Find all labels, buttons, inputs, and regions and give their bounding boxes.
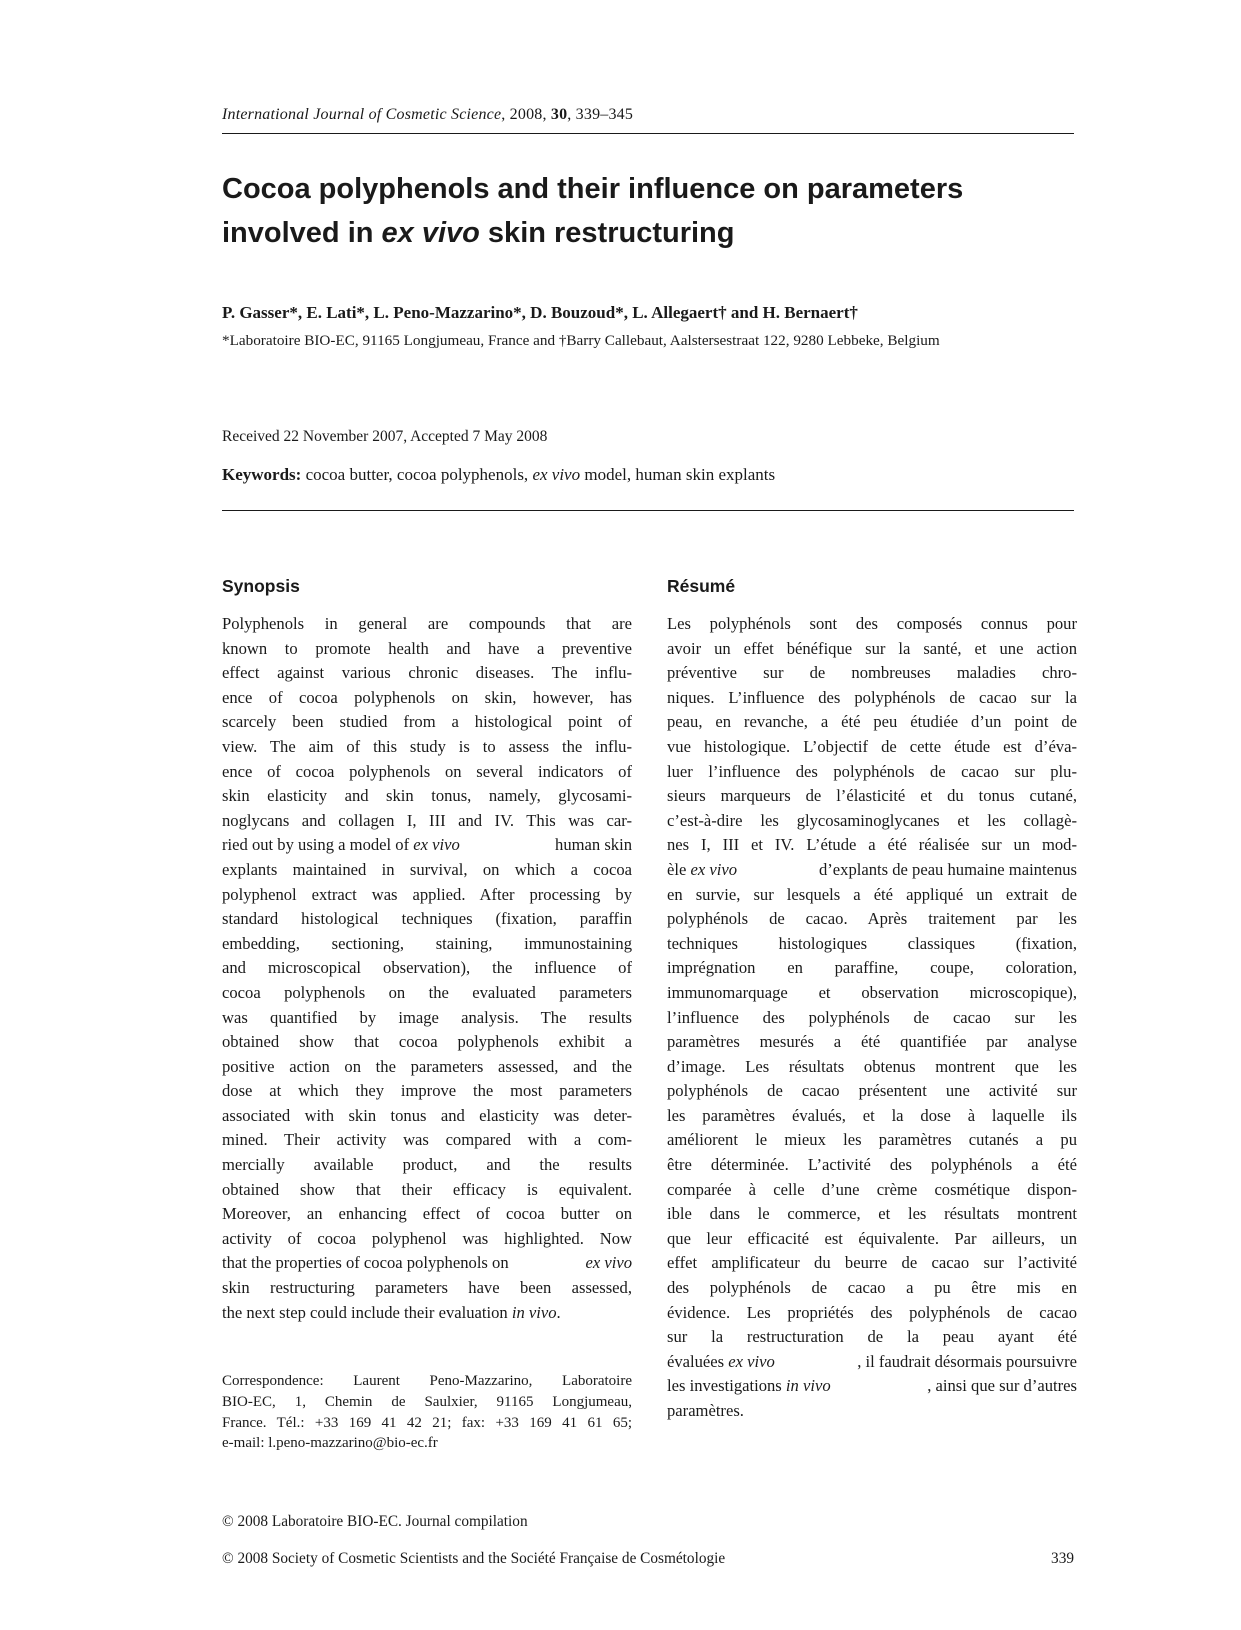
synopsis-line: effect against various chronic diseases. The influ- — [222, 663, 632, 683]
resume-line: immunomarquage et observation microscopique), — [667, 982, 1077, 1002]
resume-line: sur la restructuration de la peau ayant été — [667, 1327, 1077, 1347]
resume-line: l’influence des polyphénols de cacao sur les — [667, 1007, 1077, 1027]
resume-line-part: les investigations — [667, 1376, 786, 1396]
correspondence — [222, 1371, 632, 1454]
page-number: 339 — [1051, 1550, 1074, 1567]
resume-line — [667, 1374, 1077, 1399]
resume-line: nes I, III et IV. L’étude a été réalisée sur un mod- — [667, 835, 1077, 855]
synopsis-line: and microscopical observation), the influence of — [222, 958, 632, 978]
resume-heading: Résumé — [667, 576, 736, 596]
resume-line: évidence. Les propriétés des polyphénols de cacao — [667, 1302, 1077, 1322]
synopsis-line: skin elasticity and skin tonus, namely, glycosami- — [222, 786, 632, 806]
resume-line: peau, en revanche, a été peu étudiée d’un point de — [667, 712, 1077, 732]
synopsis-line: explants maintained in survival, on which a cocoa — [222, 859, 632, 879]
affiliation: *Laboratoire BIO-EC, 91165 Longjumeau, France and †Barry Callebaut, Aalstersestraat 122, 9280 Lebbeke, Belgium — [222, 332, 940, 349]
resume-line: des polyphénols de cacao a pu être mis en — [667, 1278, 1077, 1298]
resume-line: d’image. Les résultats obtenus montrent que les — [667, 1056, 1077, 1076]
synopsis-line-part: human skin — [555, 835, 632, 855]
synopsis-line: ence of cocoa polyphenols on several indicators of — [222, 761, 632, 781]
resume-line: préventive sur de nombreuses maladies chro- — [667, 663, 1077, 683]
synopsis-line: embedding, sectioning, staining, immunostaining — [222, 933, 632, 953]
synopsis-line: dose at which they improve the most parameters — [222, 1081, 632, 1101]
synopsis-line: obtained show that their efficacy is equivalent. — [222, 1179, 632, 1199]
title-line-2 — [222, 211, 1102, 255]
synopsis-line: was quantified by image analysis. The results — [222, 1007, 632, 1027]
resume-line: niques. L’influence des polyphénols de cacao sur la — [667, 687, 1077, 707]
synopsis-line: ence of cocoa polyphenols on skin, however, has — [222, 687, 632, 707]
correspondence-line: Correspondence: Laurent Peno-Mazzarino, Laboratoire — [222, 1373, 632, 1389]
resume-line: polyphénols de cacao. Après traitement par les — [667, 909, 1077, 929]
correspondence-line: BIO-EC, 1, Chemin de Saulxier, 91165 Longjumeau, — [222, 1393, 632, 1410]
title-line-2-post: skin restructuring — [479, 217, 735, 249]
resume-line: imprégnation en paraffine, coupe, coloration, — [667, 958, 1077, 978]
resume-line: vue histologique. L’objectif de cette étude est d’éva- — [667, 736, 1077, 756]
synopsis-line: noglycans and collagen I, III and IV. This was car- — [222, 810, 632, 830]
resume-italic: ex vivo — [690, 859, 738, 879]
synopsis-line: polyphenol extract was applied. After processing by — [222, 884, 632, 904]
resume-line: paramètres mesurés a été quantifiée par analyse — [667, 1032, 1077, 1052]
resume-line: améliorent le mieux les paramètres cutanés a pu — [667, 1130, 1077, 1150]
journal-volume: 30 — [550, 106, 568, 123]
title-line-1: Cocoa polyphenols and their influence on parameters — [222, 173, 964, 205]
synopsis-line: cocoa polyphenols on the evaluated parameters — [222, 982, 632, 1002]
resume-line: Les polyphénols sont des composés connus pour — [667, 614, 1077, 633]
correspondence-email: e-mail: l.peno-mazzarino@bio-ec.fr — [222, 1435, 438, 1452]
resume-line: comparée à celle d’une crème cosmétique dispon- — [667, 1179, 1077, 1199]
synopsis-italic: ex vivo — [413, 835, 460, 855]
footer-copyright-2: © 2008 Society of Cosmetic Scientists and the Société Française de Cosmétologie — [222, 1550, 726, 1567]
synopsis-line: mercially available product, and the results — [222, 1155, 632, 1175]
resume-line: polyphénols de cacao présentent une activité sur — [667, 1081, 1077, 1101]
synopsis-line-part: the next step could include their evaluation — [222, 1302, 512, 1322]
resume-line-part: d’explants de peau humaine maintenus — [818, 859, 1077, 879]
resume-line: techniques histologiques classiques (fixation, — [667, 933, 1077, 953]
footer-copyright-1: © 2008 Laboratoire BIO-EC. Journal compilation — [222, 1513, 528, 1530]
resume-line: c’est-à-dire les glycosaminoglycanes et les collagè- — [667, 810, 1077, 830]
synopsis-line — [222, 1251, 632, 1276]
resume-italic: in vivo — [785, 1376, 831, 1396]
synopsis-line-part: that the properties of cocoa polyphenols on — [222, 1253, 509, 1273]
synopsis-line: mined. Their activity was compared with a com- — [222, 1130, 632, 1150]
synopsis-line: obtained show that cocoa polyphenols exhibit a — [222, 1032, 632, 1052]
synopsis-body — [222, 612, 632, 1325]
resume-line: avoir un effet bénéfique sur la santé, et une action — [667, 638, 1077, 658]
resume-body — [667, 612, 1077, 1424]
correspondence-line: France. Tél.: +33 169 41 42 21; fax: +33 169 41 61 65; — [222, 1414, 632, 1431]
synopsis-line: positive action on the parameters assessed, and the — [222, 1056, 632, 1076]
resume-italic: ex vivo — [728, 1351, 775, 1371]
synopsis-line-part: . — [556, 1302, 561, 1322]
keywords-italic: ex vivo — [532, 465, 581, 484]
resume-line: en survie, sur lesquels a été appliqué un extrait de — [667, 884, 1077, 904]
synopsis-line: activity of cocoa polyphenol was highlighted. Now — [222, 1228, 632, 1248]
resume-line-part: , ainsi que sur d’autres — [927, 1376, 1077, 1396]
authors: P. Gasser*, E. Lati*, L. Peno-Mazzarino*, D. Bouzoud*, L. Allegaert† and H. Bernaert† — [222, 303, 858, 322]
keywords-label: Keywords: — [222, 465, 302, 484]
resume-line — [667, 858, 1077, 883]
synopsis-line: standard histological techniques (fixation, paraffin — [222, 909, 632, 929]
resume-line: les paramètres évalués, et la dose à laquelle ils — [667, 1105, 1077, 1125]
article-title — [222, 167, 1102, 255]
journal-name: International Journal of Cosmetic Science — [222, 106, 502, 123]
keywords-post: model, human skin explants — [580, 465, 776, 484]
synopsis-line: Polyphenols in general are compounds that are — [222, 614, 632, 633]
synopsis-line: view. The aim of this study is to assess the influ- — [222, 736, 632, 756]
journal-pages: , 339–345 — [567, 106, 634, 123]
resume-line: paramètres. — [667, 1401, 744, 1420]
resume-line-part: èle — [667, 859, 691, 879]
resume-line: luer l’influence des polyphénols de cacao sur plu- — [667, 761, 1077, 781]
resume-line: ible dans le commerce, et les résultats montrent — [667, 1204, 1077, 1224]
synopsis-heading: Synopsis — [222, 576, 300, 596]
title-line-2-pre: involved in — [222, 217, 382, 249]
synopsis-line: known to promote health and have a preventive — [222, 638, 632, 658]
resume-line-part: évaluées — [667, 1351, 729, 1371]
keywords — [222, 465, 1074, 485]
resume-line — [667, 1350, 1077, 1375]
header-rule — [222, 133, 1074, 134]
synopsis-line-part: ried out by using a model of — [222, 835, 414, 855]
synopsis-italic: in vivo — [511, 1302, 557, 1322]
synopsis-line: Moreover, an enhancing effect of cocoa butter on — [222, 1204, 632, 1224]
title-line-2-italic: ex vivo — [381, 217, 480, 249]
synopsis-line — [222, 833, 632, 858]
keywords-pre: cocoa butter, cocoa polyphenols, — [301, 465, 533, 484]
synopsis-italic: ex vivo — [585, 1253, 632, 1273]
synopsis-line: associated with skin tonus and elasticity was deter- — [222, 1105, 632, 1125]
keywords-rule — [222, 510, 1074, 511]
resume-line: être déterminée. L’activité des polyphénols a été — [667, 1155, 1077, 1175]
resume-line: sieurs marqueurs de l’élasticité et du tonus cutané, — [667, 786, 1077, 806]
received-date: Received 22 November 2007, Accepted 7 May 2008 — [222, 428, 548, 445]
journal-year: , 2008, — [501, 106, 551, 123]
synopsis-line — [222, 1301, 632, 1326]
synopsis-line: skin restructuring parameters have been assessed, — [222, 1278, 632, 1298]
synopsis-line: scarcely been studied from a histological point of — [222, 712, 632, 732]
resume-line: que leur efficacité est équivalente. Par ailleurs, un — [667, 1228, 1077, 1248]
resume-line-part: , il faudrait désormais poursuivre — [857, 1351, 1077, 1371]
running-head — [222, 106, 1074, 124]
resume-line: effet amplificateur du beurre de cacao sur l’activité — [667, 1253, 1077, 1273]
